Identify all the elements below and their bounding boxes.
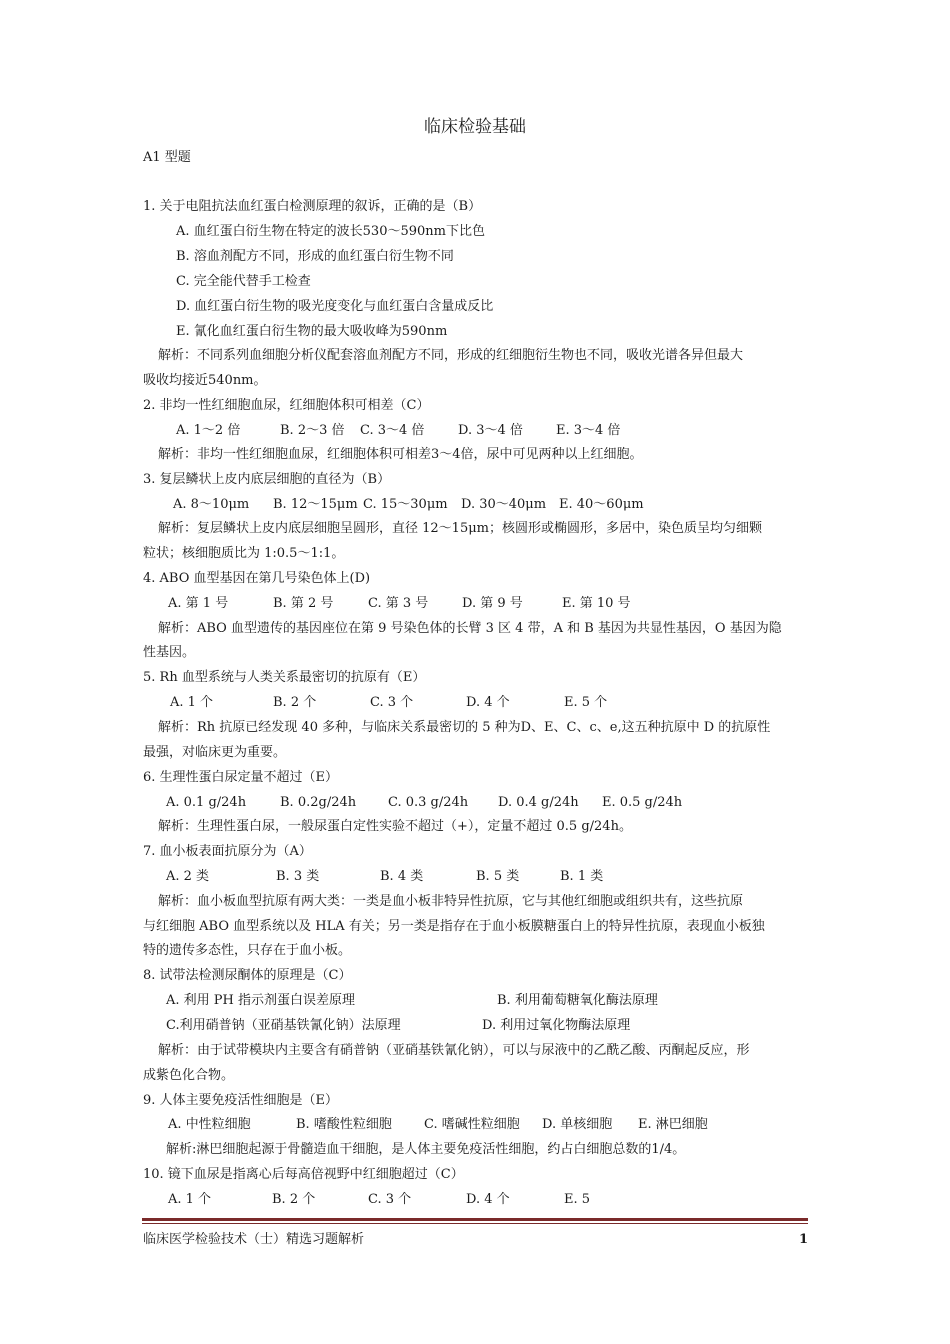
section-heading: A1 型题 — [143, 150, 191, 165]
question-5-analysis-line-2: 最强，对临床更为重要。 — [143, 745, 287, 760]
question-7-analysis-line-2: 与红细胞 ABO 血型系统以及 HLA 有关；另一类是指存在于血小板膜糖蛋白上的特异性抗原，表现血小板独 — [143, 919, 765, 934]
question-8-option-a: A. 利用 PH 指示剂蛋白误差原理 — [166, 993, 356, 1008]
question-3-stem: 3. 复层鳞状上皮内底层细胞的直径为（B） — [143, 472, 391, 487]
option: B. 2～3 倍 — [280, 423, 345, 438]
question-8-option-c: C.利用硝普钠（亚硝基铁氰化钠）法原理 — [166, 1018, 401, 1033]
question-1-stem: 1. 关于电阻抗法血红蛋白检测原理的叙诉，正确的是（B） — [143, 199, 482, 214]
question-7-analysis-line-1: 解析：血小板血型抗原有两大类：一类是血小板非特异性抗原，它与其他红细胞或组织共有，这些抗原 — [158, 894, 744, 909]
footer-rule — [142, 1218, 808, 1221]
question-9-stem: 9. 人体主要免疫活性细胞是（E） — [143, 1093, 339, 1108]
question-3-analysis-line-2: 粒状；核细胞质比为 1:0.5～1:1。 — [143, 546, 345, 561]
page-title: 临床检验基础 — [424, 117, 526, 137]
option: B. 12～15μm — [273, 497, 358, 512]
question-7-analysis-line-3: 特的遗传多态性，只存在于血小板。 — [143, 943, 352, 958]
option: A. 第 1 号 — [168, 596, 229, 611]
option: A. 中性粒细胞 — [168, 1117, 251, 1132]
question-5-options — [170, 694, 607, 712]
option: A. 8～10μm — [173, 497, 250, 512]
option: D. 单核细胞 — [542, 1117, 613, 1132]
question-4-stem: 4. ABO 血型基因在第几号染色体上(D) — [143, 571, 371, 586]
option: C. 嗜碱性粒细胞 — [424, 1117, 520, 1132]
option: E. 第 10 号 — [562, 596, 631, 611]
option: C. 15～30μm — [363, 497, 448, 512]
option: D. 0.4 g/24h — [498, 795, 579, 810]
option: A. 1～2 倍 — [176, 423, 241, 438]
question-4-analysis-line-1: 解析：ABO 血型遗传的基因座位在第 9 号染色体的长臂 3 区 4 带，A 和 B 基因为共显性基因，O 基因为隐 — [158, 621, 782, 636]
question-6-analysis: 解析：生理性蛋白尿，一般尿蛋白定性实验不超过（+），定量不超过 0.5 g/24h。 — [158, 819, 632, 834]
question-2-stem: 2. 非均一性红细胞血尿，红细胞体积可相差（C） — [143, 398, 430, 413]
question-1-option-b: B. 溶血剂配方不同，形成的血红蛋白衍生物不同 — [176, 249, 454, 264]
question-1-analysis-line-2: 吸收均接近540nm。 — [143, 373, 267, 388]
question-2-options — [176, 422, 620, 440]
option: B. 0.2g/24h — [280, 795, 357, 810]
option: B. 嗜酸性粒细胞 — [296, 1117, 392, 1132]
question-4-options — [168, 595, 631, 613]
option: A. 1 个 — [168, 1192, 212, 1207]
question-6-options — [166, 794, 682, 812]
question-1-option-d: D. 血红蛋白衍生物的吸光度变化与血红蛋白含量成反比 — [176, 299, 494, 314]
option: E. 0.5 g/24h — [602, 795, 683, 810]
option: D. 3～4 倍 — [458, 423, 523, 438]
option: C. 3 个 — [370, 695, 414, 710]
question-8-option-b: B. 利用葡萄糖氧化酶法原理 — [497, 993, 658, 1008]
option: C. 0.3 g/24h — [388, 795, 469, 810]
page-number: 1 — [798, 1232, 808, 1247]
option: C. 第 3 号 — [368, 596, 429, 611]
question-3-options — [173, 496, 644, 514]
question-10-options — [168, 1191, 590, 1209]
footer-rule-thin — [142, 1223, 808, 1224]
option: D. 30～40μm — [461, 497, 547, 512]
option: E. 3～4 倍 — [556, 423, 621, 438]
option: B. 第 2 号 — [273, 596, 334, 611]
option: C. 3 个 — [368, 1192, 412, 1207]
option: B. 5 类 — [476, 869, 520, 884]
option: E. 淋巴细胞 — [638, 1117, 708, 1132]
option: E. 5 个 — [564, 695, 608, 710]
option: B. 2 个 — [273, 695, 317, 710]
question-3-analysis-line-1: 解析：复层鳞状上皮内底层细胞呈圆形，直径 12～15μm；核圆形或椭圆形，多居中，染色质呈均匀细颗 — [158, 521, 762, 536]
option: B. 3 类 — [276, 869, 320, 884]
option: E. 5 — [564, 1192, 591, 1207]
question-7-stem: 7. 血小板表面抗原分为（A） — [143, 844, 312, 859]
question-9-analysis: 解析:淋巴细胞起源于骨髓造血干细胞，是人体主要免疫活性细胞，约占白细胞总数的1/4。 — [166, 1142, 686, 1157]
question-2-analysis: 解析：非均一性红细胞血尿，红细胞体积可相差3～4倍，尿中可见两种以上红细胞。 — [158, 447, 643, 462]
question-1-option-c: C. 完全能代替手工检查 — [176, 274, 311, 289]
question-1-option-a: A. 血红蛋白衍生物在特定的波长530～590nm下比色 — [176, 224, 485, 239]
question-10-stem: 10. 镜下血尿是指离心后每高倍视野中红细胞超过（C） — [143, 1167, 464, 1182]
option: A. 0.1 g/24h — [166, 795, 247, 810]
option: A. 2 类 — [166, 869, 210, 884]
question-9-options — [168, 1116, 708, 1134]
option: B. 1 类 — [560, 869, 604, 884]
question-8-analysis-line-1: 解析：由于试带模块内主要含有硝普钠（亚硝基铁氰化钠），可以与尿液中的乙酰乙酸、丙酮起反应，形 — [158, 1043, 750, 1058]
option: C. 3～4 倍 — [360, 423, 425, 438]
option: B. 4 类 — [380, 869, 424, 884]
option: A. 1 个 — [170, 695, 214, 710]
question-5-analysis-line-1: 解析：Rh 抗原已经发现 40 多种，与临床关系最密切的 5 种为D、E、C、c、e,这五种抗原中 D 的抗原性 — [158, 720, 771, 735]
option: D. 第 9 号 — [462, 596, 523, 611]
question-4-analysis-line-2: 性基因。 — [143, 645, 196, 660]
option: E. 40～60μm — [559, 497, 644, 512]
question-8-option-d: D. 利用过氧化物酶法原理 — [482, 1018, 631, 1033]
question-8-analysis-line-2: 成紫色化合物。 — [143, 1068, 235, 1083]
footer-title: 临床医学检验技术（士）精选习题解析 — [143, 1232, 365, 1247]
question-8-stem: 8. 试带法检测尿酮体的原理是（C） — [143, 968, 352, 983]
question-1-option-e: E. 氰化血红蛋白衍生物的最大吸收峰为590nm — [176, 324, 448, 339]
question-7-options — [166, 868, 603, 886]
option: D. 4 个 — [466, 695, 510, 710]
question-5-stem: 5. Rh 血型系统与人类关系最密切的抗原有（E） — [143, 670, 426, 685]
question-6-stem: 6. 生理性蛋白尿定量不超过（E） — [143, 770, 339, 785]
option: D. 4 个 — [466, 1192, 510, 1207]
option: B. 2 个 — [272, 1192, 316, 1207]
question-1-analysis-line-1: 解析：不同系列血细胞分析仪配套溶血剂配方不同，形成的红细胞衍生物也不同，吸收光谱各异但最大 — [158, 348, 744, 363]
